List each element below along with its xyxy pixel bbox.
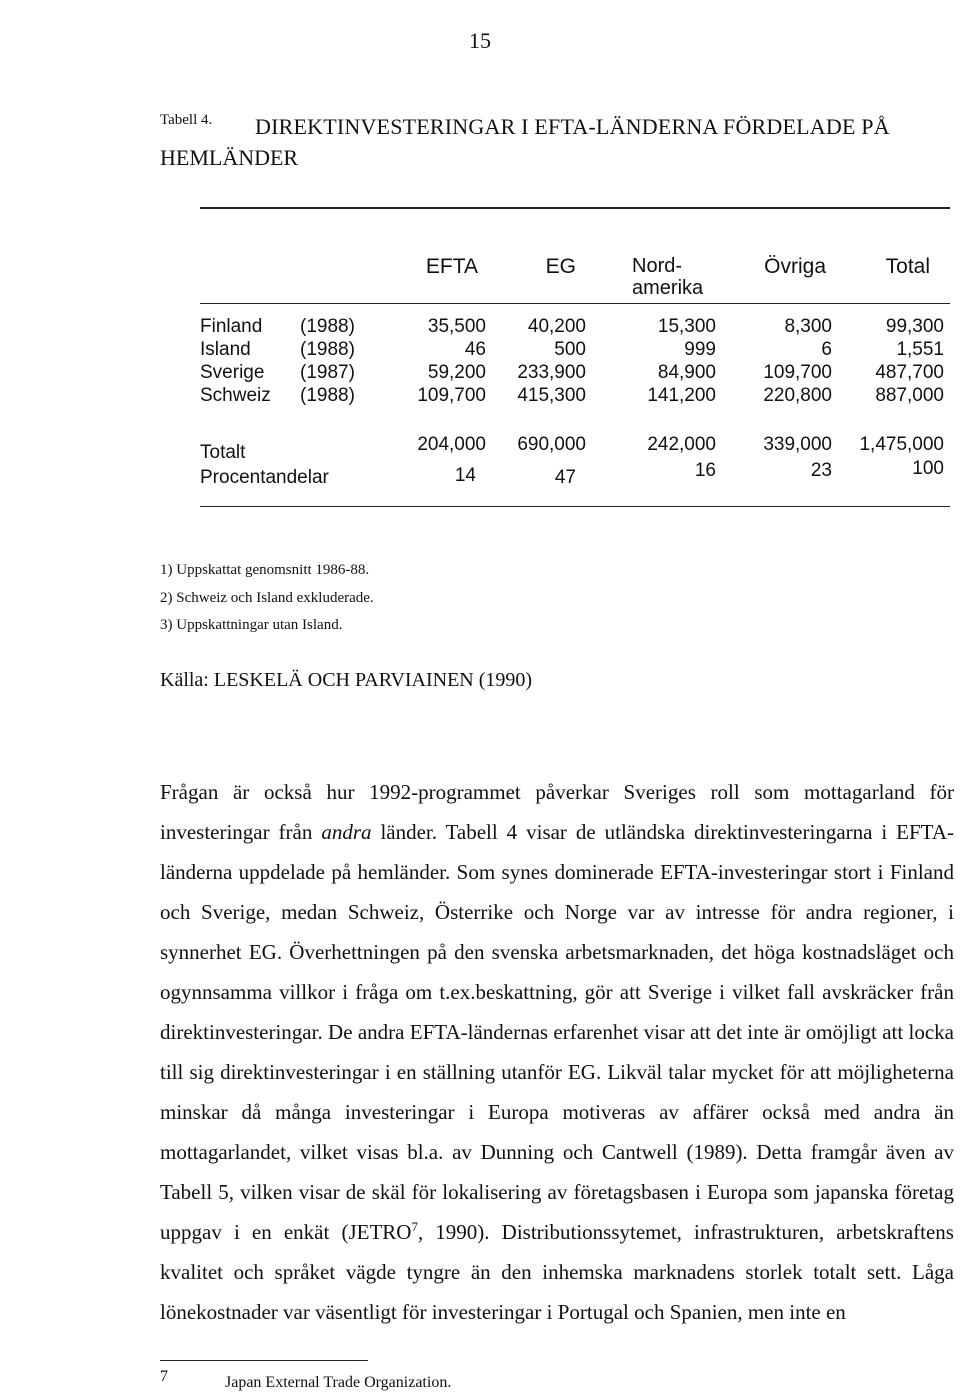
table-top-rule [200,207,950,209]
col-header-eg: EG [545,255,576,278]
cell-total: 487,700 [875,362,944,383]
table-footnote: 3) Uppskattningar utan Island. [160,617,343,633]
col-header-nordamerika: Nord- amerika [632,255,704,299]
cell-ovriga: 8,300 [784,316,832,337]
cell-eg: 47 [554,467,576,488]
cell-nordamerika: 999 [684,339,716,360]
cell-eg: 415,300 [517,385,586,406]
cell-total: 100 [912,458,944,479]
cell-ovriga: 23 [810,460,832,481]
cell-total: 99,300 [885,316,944,337]
cell-nordamerika: 141,200 [647,385,716,406]
row-year: (1988) [300,339,355,360]
cell-ovriga: 220,800 [763,385,832,406]
footnote-text: Japan External Trade Organization. [225,1374,452,1391]
col-header-ovriga: Övriga [764,255,826,278]
cell-efta: 35,500 [427,316,486,337]
cell-efta: 109,700 [417,385,486,406]
cell-total: 1,551 [896,339,944,360]
cell-total: 1,475,000 [859,434,944,455]
cell-ovriga: 109,700 [763,362,832,383]
cell-nordamerika: 15,300 [657,316,716,337]
cell-total: 887,000 [875,385,944,406]
body-paragraph: Frågan är också hur 1992-programmet påverkar Sveriges roll som mottagarland för investeringar från andra länder. Tabell 4 visar de utländska direktinvesteringarna i EFTA-länderna uppdelade på hemländer. Som synes dominerade EFTA-investeringar stort i Finland och Sverige, medan Schweiz, Österrike och Norge var av intresse för andra regioner, i synnerhet EG. Överhettningen på den svenska arbetsmarknaden, det höga kostnadsläget och ogynnsamma villkor i fråga om t.ex.beskattning, gör att Sverige i vilket fall avskräcker från direktinvesteringar. De andra EFTA-ländernas erfarenhet visar att det inte är omöjligt att locka till sig direktinvesteringar i en ställning utanför EG. Likväl talar mycket för att möjligheterna minskar då många investeringar i Europa motiveras av affärer också med andra än mottagarlandet, vilket visas bl.a. av Dunning och Cantwell (1989). Detta framgår även av Tabell 5, vilken visar de skäl för lokalisering av företagsbasen i Europa som japanska företag uppgav i en enkät (JETRO$^7$, 1990). Distributionssytemet, infrastrukturen, arbetskraftens kvalitet och språket vägde tyngre än den inhemska marknadens storlek totalt sett. Låga lönekostnader var väsentligt för investeringar i Portugal och Spanien, men inte en [160,780,954,1324]
percent-label: Procentandelar [200,467,329,488]
table-bottom-rule [200,506,950,507]
col-header-total: Total [885,255,930,278]
table-title-line1: DIREKTINVESTERINGAR I EFTA-LÄNDERNA FÖRDELADE PÅ [255,114,890,139]
row-year: (1988) [300,316,355,337]
footnote-ref: 7 [411,1219,418,1234]
row-year: (1987) [300,362,355,383]
cell-eg: 500 [554,339,586,360]
table-footnote: 2) Schweiz och Island exkluderade. [160,590,374,606]
row-year: (1988) [300,385,355,406]
row-country: Finland [200,316,263,337]
table-source: Källa: LESKELÄ OCH PARVIAINEN (1990) [160,669,533,691]
cell-efta: 14 [454,465,476,486]
col-header-efta: EFTA [425,255,478,278]
cell-efta: 59,200 [427,362,486,383]
cell-eg: 690,000 [517,434,586,455]
cell-nordamerika: 16 [694,460,716,481]
totals-label: Totalt [200,442,246,463]
row-country: Sverige [200,362,265,383]
cell-efta: 204,000 [417,434,486,455]
row-country: Island [200,339,251,360]
table-footnote: 1) Uppskattat genomsnitt 1986-88. [160,562,370,578]
row-country: Schweiz [200,385,271,406]
cell-eg: 40,200 [527,316,586,337]
emphasis: andra [321,820,372,844]
cell-ovriga: 6 [821,339,832,360]
cell-efta: 46 [464,339,486,360]
footnote-rule [160,1360,368,1361]
table-caption-label: Tabell 4. [160,112,213,128]
cell-nordamerika: 84,900 [657,362,716,383]
footnote-mark: 7 [160,1368,168,1385]
cell-eg: 233,900 [517,362,586,383]
page-number: 15 [469,28,491,53]
table-title-line2: HEMLÄNDER [160,145,299,170]
cell-ovriga: 339,000 [763,434,832,455]
header-rule [200,303,950,304]
cell-nordamerika: 242,000 [647,434,716,455]
